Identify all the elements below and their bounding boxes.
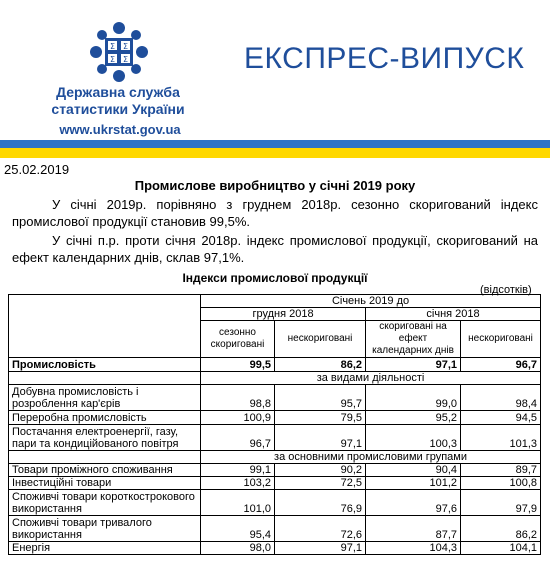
cell-value: 103,2 bbox=[201, 477, 275, 490]
table-row bbox=[9, 425, 541, 451]
document-title: Промислове виробництво у січні 2019 року bbox=[134, 178, 416, 193]
table-row bbox=[9, 411, 541, 425]
header-col-unadjusted2: нескориговані bbox=[461, 321, 541, 358]
section-row bbox=[9, 372, 541, 385]
industrial-index-table bbox=[8, 294, 541, 555]
website-link[interactable]: www.ukrstat.gov.ua bbox=[59, 122, 181, 137]
cell-value: 101,0 bbox=[201, 490, 275, 516]
row-label: Інвестиційні товари bbox=[9, 477, 201, 490]
release-header bbox=[0, 0, 550, 137]
cell-value: 100,9 bbox=[201, 411, 275, 425]
row-label: Переробна промисловість bbox=[9, 411, 201, 425]
cell-value: 97,1 bbox=[275, 542, 366, 555]
cell-value: 95,7 bbox=[275, 385, 366, 411]
cell-value: 86,2 bbox=[461, 516, 541, 542]
cell-value: 87,7 bbox=[366, 516, 461, 542]
cell-value: 104,1 bbox=[461, 542, 541, 555]
svg-text:Σ: Σ bbox=[122, 55, 129, 64]
header-col-calendar: скориговані на ефект календарних днів bbox=[366, 321, 461, 358]
cell-value: 76,9 bbox=[275, 490, 366, 516]
header-col-unadjusted: нескориговані bbox=[275, 321, 366, 358]
section-row-label-empty bbox=[9, 451, 201, 464]
cell-value: 97,9 bbox=[461, 490, 541, 516]
header-group-dec: грудня 2018 bbox=[201, 308, 366, 321]
cell-value: 95,2 bbox=[366, 411, 461, 425]
cell-value: 101,2 bbox=[366, 477, 461, 490]
section-row-label-empty bbox=[9, 372, 201, 385]
cell-value: 98,0 bbox=[201, 542, 275, 555]
cell-value: 101,3 bbox=[461, 425, 541, 451]
row-label: Промисловість bbox=[9, 358, 201, 372]
row-label-header bbox=[9, 295, 201, 358]
cell-value: 72,6 bbox=[275, 516, 366, 542]
cell-value: 94,5 bbox=[461, 411, 541, 425]
summary-paragraph-1: У січні 2019р. порівняно з груднем 2018р. сезонно скоригований індекс промислової продукції становив 99,5%. bbox=[12, 197, 538, 229]
header-top: Січень 2019 до bbox=[201, 295, 541, 308]
cell-value: 100,8 bbox=[461, 477, 541, 490]
header-col-seasonal: сезонно скориговані bbox=[201, 321, 275, 358]
org-name-line2: статистики України bbox=[51, 101, 185, 117]
cell-value: 97,1 bbox=[366, 358, 461, 372]
table-row bbox=[9, 516, 541, 542]
cell-value: 95,4 bbox=[201, 516, 275, 542]
release-title: ЕКСПРЕС-ВИПУСК bbox=[244, 42, 525, 75]
cell-value: 79,5 bbox=[275, 411, 366, 425]
org-name-line1: Державна служба bbox=[56, 84, 180, 100]
cell-value: 96,7 bbox=[461, 358, 541, 372]
summary-paragraph-2: У січні п.р. проти січня 2018р. індекс промислової продукції, скоригований на ефект календарних днів, склав 97,1%. bbox=[12, 233, 538, 265]
row-label: Споживчі товари тривалого використання bbox=[9, 516, 201, 542]
row-label: Споживчі товари короткострокового використання bbox=[9, 490, 201, 516]
svg-text:Σ: Σ bbox=[109, 55, 116, 64]
table-row bbox=[9, 358, 541, 372]
cell-value: 98,4 bbox=[461, 385, 541, 411]
row-label: Добувна промисловість і розроблення кар'єрів bbox=[9, 385, 201, 411]
cell-value: 100,3 bbox=[366, 425, 461, 451]
row-label: Постачання електроенергії, газу, пари та кондиційованого повітря bbox=[9, 425, 201, 451]
cell-value: 104,3 bbox=[366, 542, 461, 555]
cell-value: 99,1 bbox=[201, 464, 275, 477]
cell-value: 86,2 bbox=[275, 358, 366, 372]
cell-value: 99,0 bbox=[366, 385, 461, 411]
ukrstat-emblem-icon bbox=[88, 20, 150, 84]
cell-value: 97,6 bbox=[366, 490, 461, 516]
cell-value: 89,7 bbox=[461, 464, 541, 477]
svg-text:Σ: Σ bbox=[122, 42, 129, 51]
table-row bbox=[9, 490, 541, 516]
cell-value: 72,5 bbox=[275, 477, 366, 490]
table-row bbox=[9, 477, 541, 490]
table-row bbox=[9, 385, 541, 411]
table-unit: (відсотків) bbox=[480, 284, 532, 296]
cell-value: 96,7 bbox=[201, 425, 275, 451]
flag-stripe-yellow bbox=[0, 148, 550, 158]
table-title: Індекси промислової продукції bbox=[182, 271, 368, 285]
row-label: Енергія bbox=[9, 542, 201, 555]
cell-value: 90,2 bbox=[275, 464, 366, 477]
section-label: за основними промисловими групами bbox=[201, 451, 541, 464]
table-row bbox=[9, 464, 541, 477]
release-date: 25.02.2019 bbox=[4, 162, 70, 177]
row-label: Товари проміжного споживання bbox=[9, 464, 201, 477]
section-row bbox=[9, 451, 541, 464]
header-group-jan: січня 2018 bbox=[366, 308, 541, 321]
section-label: за видами діяльності bbox=[201, 372, 541, 385]
table-row bbox=[9, 542, 541, 555]
flag-stripe-blue bbox=[0, 140, 550, 148]
cell-value: 99,5 bbox=[201, 358, 275, 372]
cell-value: 97,1 bbox=[275, 425, 366, 451]
cell-value: 98,8 bbox=[201, 385, 275, 411]
svg-text:Σ: Σ bbox=[109, 42, 116, 51]
cell-value: 90,4 bbox=[366, 464, 461, 477]
